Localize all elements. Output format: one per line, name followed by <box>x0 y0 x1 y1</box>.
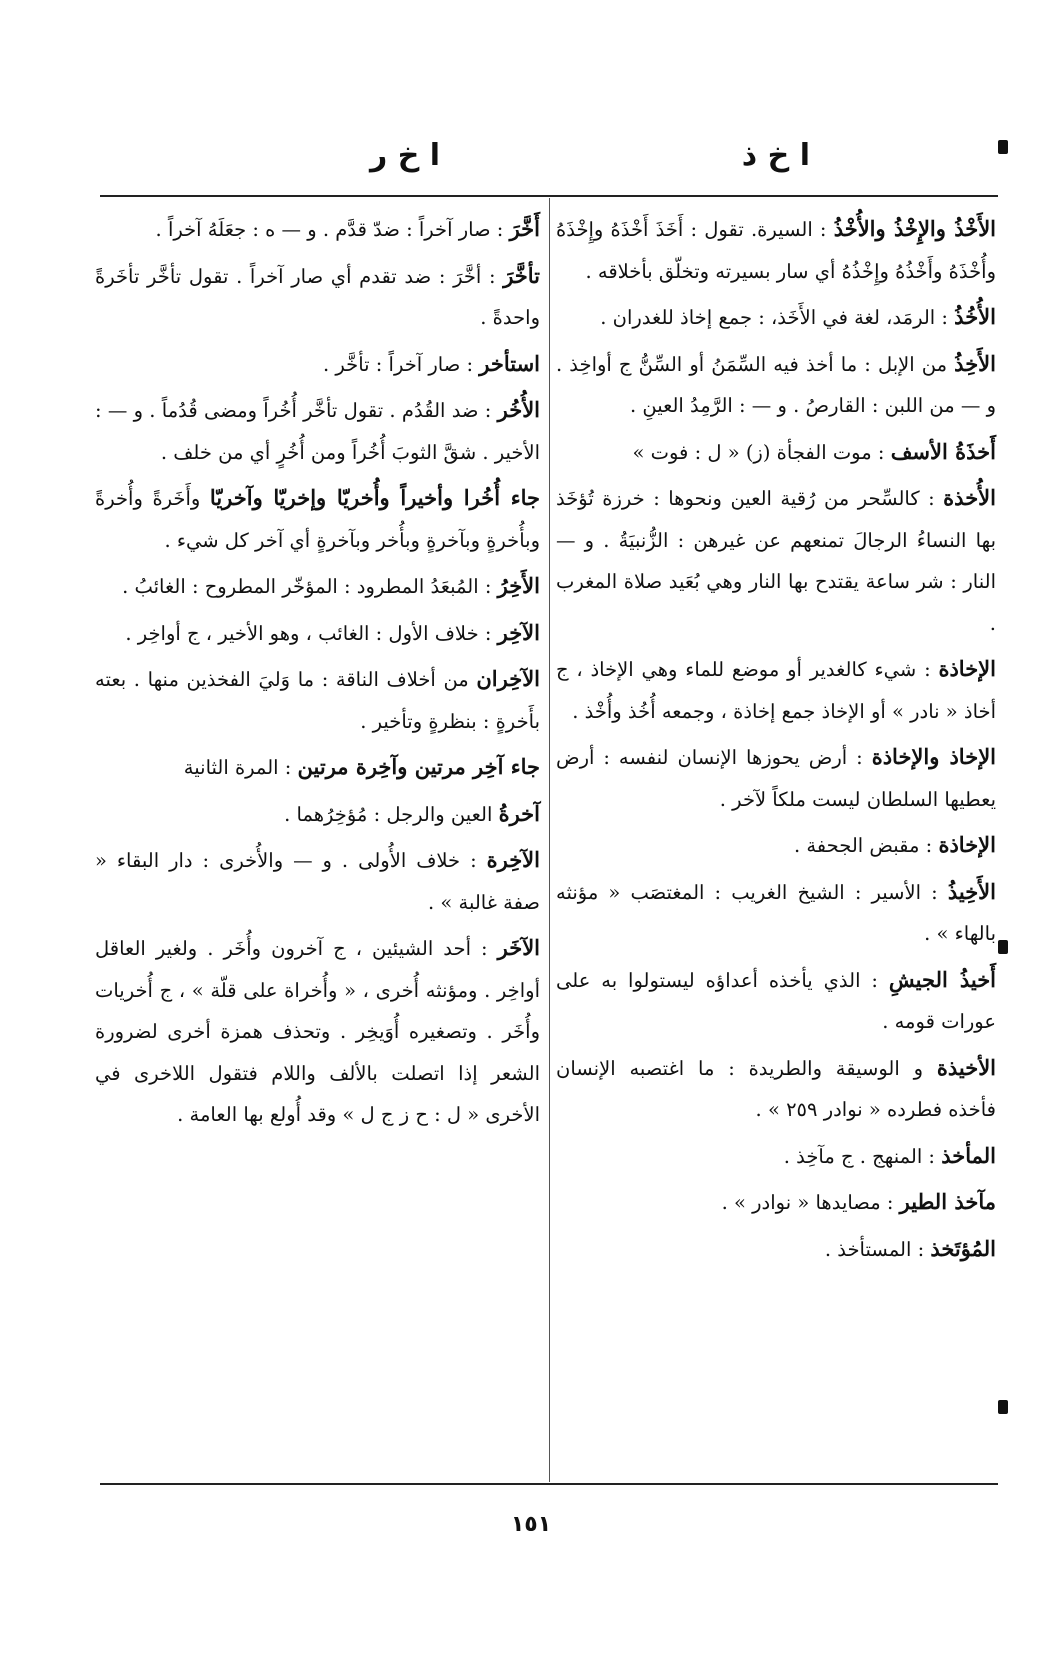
definition: : أحد الشيئين ، ج آخرون وأُخَر . ولغير العاقل أواخِر . ومؤنثه أُخرى ، « وأُخراة على قلّة » ، ج أُخريات وأُخَر . وتصغيره أُوَيخِر . وتحذف همزة أخرى لضرورة الشعر إذا اتصلت بالألف واللام فتقول اللاخرى في الأخرى « ل : ح ز ج ل » وقد أُولع بها العامة . <box>95 937 540 1126</box>
definition: و الوسيقة والطريدة : ما اغتصبه الإنسان فأخذه فطرده « نوادر ٢٥٩ » . <box>556 1056 996 1121</box>
headword: الآخِرة <box>486 847 540 872</box>
entry <box>556 208 996 292</box>
headword: الأُخذة <box>943 485 996 510</box>
entry <box>556 296 996 339</box>
headword: أَخَّرَ <box>509 216 540 241</box>
page-number: ١٥١ <box>510 1512 552 1537</box>
margin-mark <box>998 140 1008 154</box>
headword: جاء آخِر مرتين وآخِرة مرتين <box>297 754 540 779</box>
definition: : كالسِّحر من رُقية العين ونحوها : خرزة تُؤخَذ بها النساءُ الرجالَ تمنعهم عن غيرهن : الزُّنبيَةُ . و — النار : شر ساعة يقتدح بها النار وهي بُعَيد صلاة المغرب . <box>556 487 996 635</box>
definition: من أخلاف الناقة : ما وَليَ الفخذين منها . بعته بأَخرةٍ : بنظرةٍ وتأخير . <box>95 668 540 733</box>
definition: : صار آخراً : تأخَّر . <box>322 352 474 376</box>
top-rule <box>100 195 998 197</box>
headword: الإخاذة <box>938 832 996 857</box>
entry <box>95 343 540 386</box>
right-column <box>556 208 996 1274</box>
entry <box>556 1135 996 1178</box>
definition: : مقبض الجحفة . <box>793 834 933 857</box>
definition: : شيء كالغدير أو موضع للماء وهي الإخاذ ، ج أخاذ « نادر » أو الإخاذ جمع إخاذة ، وجمعه أُخُذ وأُخْذ . <box>556 658 996 723</box>
entry <box>556 1047 996 1131</box>
definition: : الذي يأخذه أعداؤه ليستولوا به على عورات قومه . <box>556 968 996 1033</box>
definition: : خلاف الأول : الغائب ، وهو الأخير ، ج أواخِر . <box>125 621 492 645</box>
definition: : السيرة. تقول : أَخَذَ أَخْذَهُ وإِخْذَهُ وأُخْذَهُ وأَخْذُهُ وإِخْذُهُ أي سار بسيرته وتخلّق بأخلاقه . <box>556 218 996 283</box>
entry <box>556 477 996 644</box>
entry <box>95 477 540 561</box>
definition: : المستأخذ . <box>824 1237 925 1261</box>
definition: العين والرجل : مُؤخِرُهما . <box>284 802 493 826</box>
headword: الأُخُذُ <box>954 304 996 329</box>
entry <box>95 612 540 655</box>
margin-mark <box>998 940 1008 954</box>
definition: : المرة الثانية <box>183 756 292 779</box>
entry <box>95 746 540 789</box>
root-heading-left: ا خ ر <box>370 138 441 173</box>
definition: : أرض يحوزها الإنسان لنفسه : أرض يعطيها السلطان ليست ملكاً لآخر . <box>556 746 996 811</box>
headword: الآخِر <box>497 619 540 645</box>
entry <box>95 658 540 742</box>
entry <box>556 1181 996 1224</box>
entry <box>95 927 540 1136</box>
headword: الآخَر <box>497 935 541 960</box>
headword: أَخذَةُ الأسف <box>890 438 996 464</box>
definition: : مصايدها « نوادر » . <box>721 1191 894 1214</box>
entry <box>95 208 540 251</box>
definition: : الأسير : الشيخ الغريب : المغتصَب « مؤنثه بالهاء » . <box>556 880 996 945</box>
headword: الأَخِيذُ <box>947 878 996 904</box>
entry <box>95 389 540 473</box>
definition: : موت الفجأة (ز) « ل : فوت » <box>632 440 885 464</box>
headword: الأَخِذُ <box>954 350 996 376</box>
definition: وأَخَرةً وأُخرةً وبأُخرةٍ وبآخرةٍ وبأُخر وبآخرةٍ أي آخر كل شيء . <box>95 487 540 552</box>
headword: المُؤتَخذ <box>930 1235 996 1261</box>
bottom-rule <box>100 1483 998 1485</box>
definition: : المنهج . ج مآخِذ . <box>783 1144 936 1168</box>
definition: : صار آخراً : ضدّ قدَّم . و — ه : جعَلَهُ آخراً . <box>155 218 504 241</box>
root-heading-right: ا خ ذ <box>741 138 810 173</box>
column-divider <box>549 198 550 1482</box>
headword: الأَخِرُ <box>497 573 540 598</box>
headword: الإخاذة <box>938 656 996 681</box>
entry <box>556 1228 996 1271</box>
headword: الأخيذة <box>936 1054 997 1080</box>
definition: : ضد القُدُم . تقول تأخَّر أُخُراً ومضى قُدُماً . و — : الأخير . شقَّ الثوبَ أُخُراً ومن أُخُرٍ أي من خلف . <box>95 399 540 464</box>
headword: استأخر <box>479 350 540 376</box>
headword: الإخاذ والإخاذة <box>871 744 997 769</box>
headword: الأُخُر <box>497 397 541 422</box>
definition: : المُبعَدُ المطرود : المؤخّر المطروح : الغائبُ . <box>122 575 492 598</box>
headword: جاء أُخُرا وأخيراً وأُخريّا وإخريّا وآخريّا <box>209 485 540 510</box>
entry <box>556 343 996 427</box>
left-column <box>95 208 540 1140</box>
headword: أَخيذُ الجيشِ <box>888 966 997 992</box>
definition: من الإبل : ما أخذ فيه السِّمَنُ أو السِّنُّ ج أواخِذ . و — من اللبن : القارصُ . و — : الرَّمِدُ العينِ . <box>556 352 996 417</box>
entry <box>95 793 540 836</box>
margin-mark <box>998 1400 1008 1414</box>
headword: تأخَّرَ <box>503 262 540 288</box>
headword: الآخِران <box>476 666 541 691</box>
entry <box>556 736 996 820</box>
entry <box>556 648 996 732</box>
definition: : الرمَد، لغة في الأَخَذ، : جمع إخاذ للغدران . <box>600 306 948 329</box>
headword: مآخذ الطير <box>899 1189 996 1214</box>
entry <box>556 871 996 955</box>
definition: : أخَّرَ : ضد تقدم أي صار آخراً . تقول تأخَّر تأخَرةً واحدةً . <box>95 264 540 329</box>
headword: آخرةُ <box>498 800 540 826</box>
page-header <box>100 138 1000 188</box>
headword: الأَخْذُ والإِخْذُ والأُخْذُ <box>833 216 997 241</box>
entry <box>95 839 540 923</box>
entry <box>556 431 996 474</box>
headword: المأخذ <box>941 1142 996 1168</box>
definition: : خلاف الأُولى . و — والأُخرى : دار البقاء « صفة غالبة » . <box>95 849 540 914</box>
entry <box>556 959 996 1043</box>
entry <box>95 565 540 608</box>
entry <box>556 824 996 867</box>
entry <box>95 255 540 339</box>
